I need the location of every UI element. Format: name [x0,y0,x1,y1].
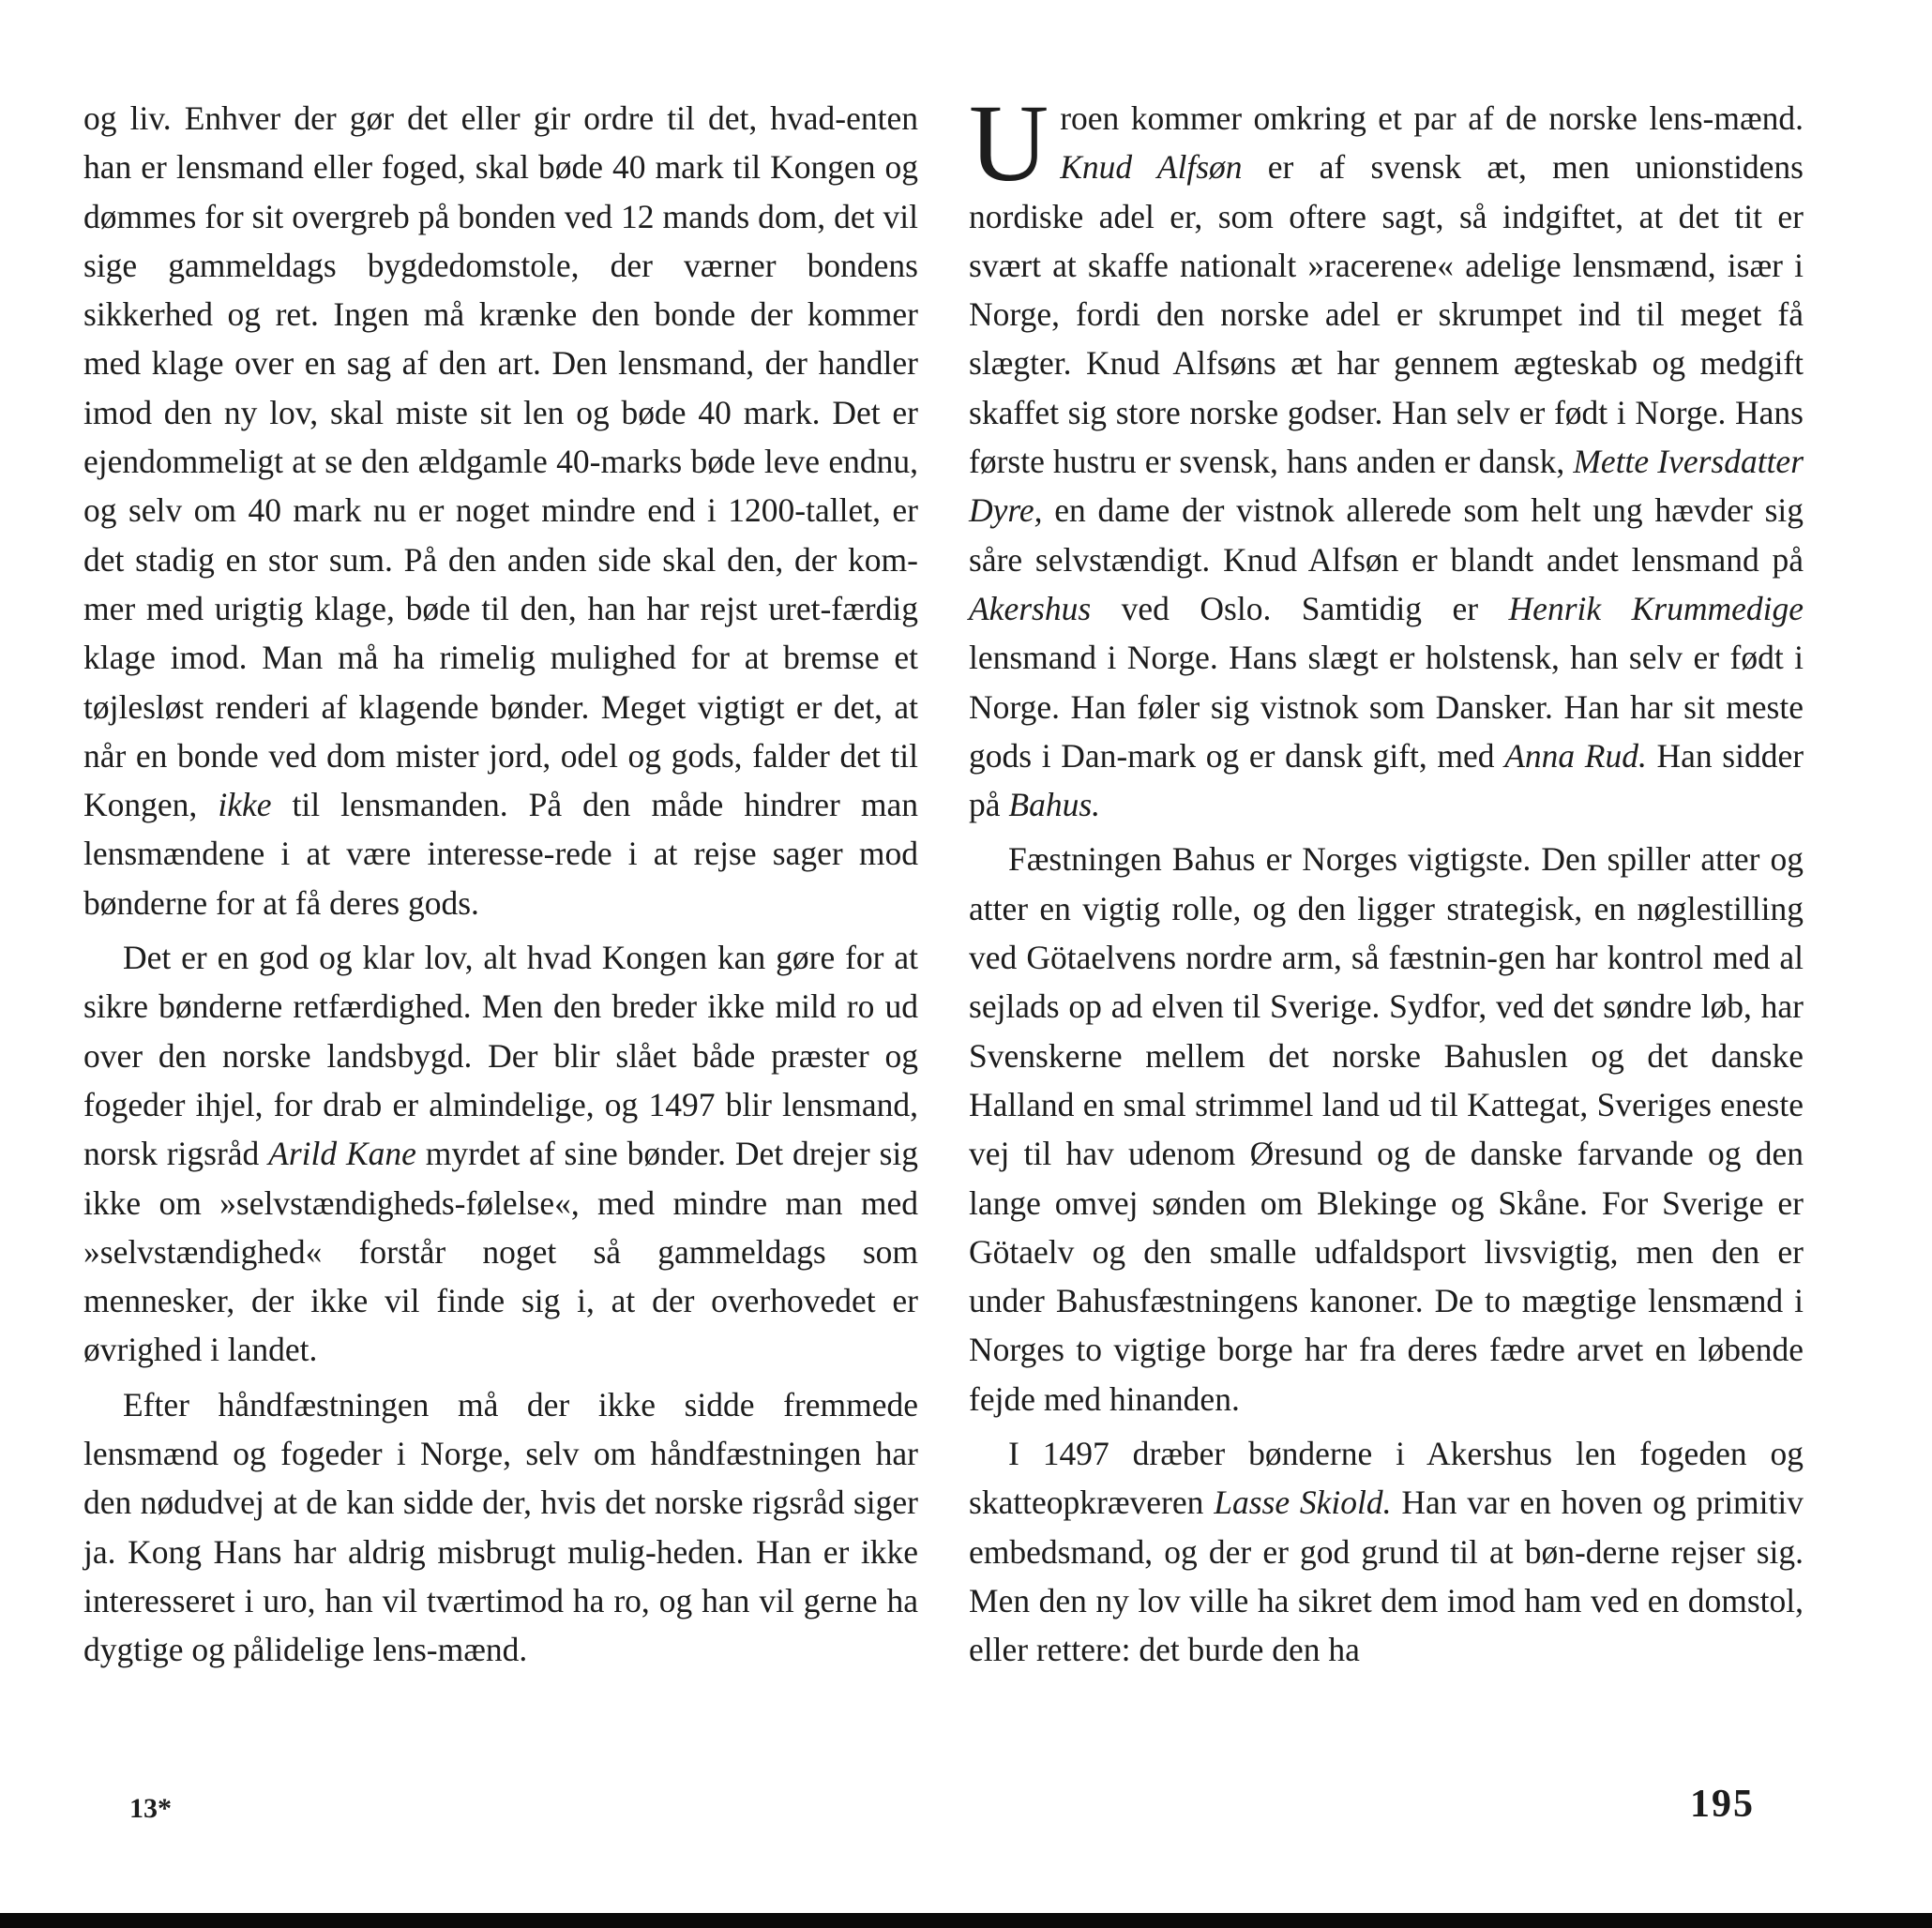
place-name: Bahus. [1008,786,1101,824]
paragraph [969,82,1804,829]
page-number: 195 [1690,1783,1755,1826]
paragraph-text: Fæstningen Bahus er Norges vigtigste. Den spiller atter og atter en vigtig rolle, og den ligger strategisk, en nøglestilling ved Götaelvens nordre arm, så fæstnin-gen har kontrol med al sejlads op ad elven til Sverige. Sydfor, ved det søndre løb, har Svenskerne mellem det norske Bahuslen og det danske Halland en smal strimmel land ud til Kattegat, Sveriges eneste vej til hav udenom Øresund og de danske farvande og den lange omvej sønden om Blekinge og Skåne. For Sverige er Götaelv og den smalle udfaldsport livsvigtig, men den er under Bahusfæstningens kanoner. De to mægtige lensmænd i Norges to vigtige borge har fra deres fædre arvet en løbende fejde med hinanden. [969,840,1804,1418]
paragraph-text: lensmand i Norge. Hans slægt er holstensk, han selv er født i Norge. Han føler sig vistnok som Dansker. Han har sit meste gods i Dan-mark og er dansk gift, med [969,639,1804,775]
paragraph-text: Han sidder på [969,736,1804,824]
person-name: Arild Kane [268,1135,416,1173]
signature-mark: 13* [129,1793,172,1824]
paragraph-text: roen kommer omkring et par af de norske lens-mænd. [1060,99,1804,137]
person-name: Knud Alfsøn [1060,148,1243,187]
paragraph-text: er af svensk æt, men unionstidens nordiske adel er, som oftere sagt, så indgiftet, at det tit er svært at skaffe nationalt »racerene« adelige lensmænd, især i Norge, fordi den norske adel er skrumpet ind til meget få slægter. Knud Alfsøns æt har gennem ægteskab og medgift skaffet sig store norske godser. Han selv er født i Norge. Hans første hustru er svensk, hans anden er dansk, [969,148,1804,481]
paragraph [83,94,918,927]
paragraph [83,1380,918,1675]
paragraph [969,1429,1804,1674]
paragraph-text: ved Oslo. Samtidig er [1121,589,1479,627]
person-name: Anna Rud. [1504,736,1647,775]
scan-edge [0,1913,1932,1928]
paragraph-text: myrdet af sine bønder. Det drejer sig ikke om »selvstændigheds-følelse«, med mindre man med »selvstændighed« forstår noget så gammeldags som mennesker, der ikke vil finde sig i, at der overhovedet er øvrighed i landet. [83,1135,919,1369]
paragraph [969,835,1804,1423]
paragraph [83,933,918,1375]
left-column [83,94,918,1675]
paragraph-text: Efter håndfæstningen må der ikke sidde fremmede lensmænd og fogeder i Norge, selv om håndfæstningen har den nødudvej at de kan sidde der, hvis det norske rigsråd siger ja. Kong Hans har aldrig misbrugt mulig-heden. Han er ikke interesseret i uro, han vil tværtimod ha ro, og han vil gerne ha dygtige og pålidelige lens-mænd. [83,1385,918,1669]
paragraph-text: til lensmanden. På den måde hindrer man lensmændene i at være interesse-rede i at rejse sager mod bønderne for at få deres gods. [83,786,919,922]
paragraph-text: en dame der vistnok allerede som helt ung hævder sig såre selvstændigt. Knud Alfsøn er blandt andet lensmand på [969,491,1804,579]
person-name: Henrik Krummedige [1508,589,1804,627]
paragraph-text: I 1497 dræber bønderne i Akershus len fogeden og skatteopkræveren [969,1435,1804,1522]
person-name: Lasse Skiold. [1214,1484,1392,1522]
place-name: Akershus [969,589,1092,627]
emphasis: ikke [218,786,272,824]
drop-cap: U [969,82,1049,204]
paragraph-text: Han var en hoven og primitiv embedsmand, og der er god grund til at bøn-derne rejser sig. Men den ny lov ville ha sikret dem imod ham ved en domstol, eller rettere: det burde den ha [969,1484,1804,1669]
paragraph-text: Det er en god og klar lov, alt hvad Kongen kan gøre for at sikre bønderne retfærdighed. Men den breder ikke mild ro ud over den norske landsbygd. Der blir slået både præster og fogeder ihjel, for drab er almindelige, og 1497 blir lensmand, norsk rigsråd [83,939,918,1173]
paragraph-text: og liv. Enhver der gør det eller gir ordre til det, hvad-enten han er lensmand eller foged, skal bøde 40 mark til Kongen og dømmes for sit overgreb på bonden ved 12 mands dom, det vil sige gammeldags bygdedomstole, der værner bondens sikkerhed og ret. Ingen må krænke den bonde der kommer med klage over en sag af den art. Den lensmand, der handler imod den ny lov, skal miste sit len og bøde 40 mark. Det er ejendommeligt at se den ældgamle 40-marks bøde leve endnu, og selv om 40 mark nu er noget mindre end i 1200-tallet, er det stadig en stor sum. På den anden side skal den, der kom-mer med urigtig klage, bøde til den, han har rejst uret-færdig klage imod. Man må ha rimelig mulighed for at bremse et tøjlesløst renderi af klagende bønder. Meget vigtigt er det, at når en bonde ved dom mister jord, odel og gods, falder det til Kongen, [83,99,918,824]
right-column [969,82,1804,1675]
person-name: Mette Iversdatter Dyre, [969,443,1804,530]
